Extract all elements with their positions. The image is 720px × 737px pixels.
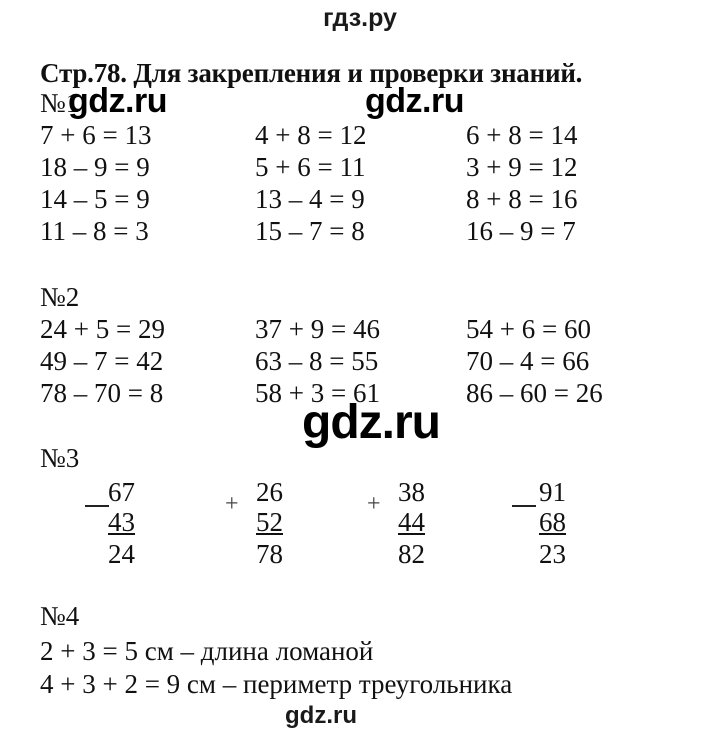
subtrahend: 68 xyxy=(539,507,566,537)
addend: 44 xyxy=(398,507,425,537)
task2-eq: 58 + 3 = 61 xyxy=(255,378,380,408)
task1-eq: 3 + 9 = 12 xyxy=(466,152,578,182)
minuend: 91 xyxy=(539,477,566,507)
minus-sign xyxy=(512,505,536,507)
task2-eq: 37 + 9 = 46 xyxy=(255,314,380,344)
column-addition xyxy=(345,477,425,577)
task2-eq: 54 + 6 = 60 xyxy=(466,314,591,344)
column-addition xyxy=(203,477,283,577)
task2-eq: 63 – 8 = 55 xyxy=(255,346,379,376)
task4-label: №4 xyxy=(40,601,80,631)
watermark: gdz.ru xyxy=(302,396,440,449)
site-header: гдз.ру xyxy=(323,4,397,32)
sum: 78 xyxy=(256,539,283,569)
plus-sign: + xyxy=(367,491,381,517)
task1-eq: 7 + 6 = 13 xyxy=(40,120,152,150)
task1-eq: 8 + 8 = 16 xyxy=(466,184,578,214)
page-title: Стр.78. Для закрепления и проверки знаний. xyxy=(40,58,583,88)
task1-eq: 14 – 5 = 9 xyxy=(40,184,150,214)
task2-eq: 49 – 7 = 42 xyxy=(40,346,164,376)
task4-line: 2 + 3 = 5 см – длина ломаной xyxy=(40,636,374,666)
column-subtraction xyxy=(55,477,135,577)
task1-eq: 11 – 8 = 3 xyxy=(40,216,149,246)
task3-label: №3 xyxy=(40,443,80,473)
plus-sign: + xyxy=(225,491,239,517)
watermark: gdz.ru xyxy=(68,82,167,120)
difference: 24 xyxy=(108,539,135,569)
task2-eq: 78 – 70 = 8 xyxy=(40,378,164,408)
task1-label: №1 xyxy=(40,88,80,118)
difference: 23 xyxy=(539,539,566,569)
task1-eq: 16 – 9 = 7 xyxy=(466,216,576,246)
task1-eq: 5 + 6 = 11 xyxy=(255,152,366,182)
minus-sign xyxy=(85,505,109,507)
task2-label: №2 xyxy=(40,282,80,312)
addend: 26 xyxy=(256,477,283,507)
addend: 38 xyxy=(398,477,425,507)
task1-eq: 18 – 9 = 9 xyxy=(40,152,150,182)
column-subtraction xyxy=(486,477,566,577)
watermark: gdz.ru xyxy=(365,82,464,120)
task1-eq: 4 + 8 = 12 xyxy=(255,120,367,150)
task1-eq: 6 + 8 = 14 xyxy=(466,120,578,150)
footer-watermark: gdz.ru xyxy=(285,702,357,729)
task4-line: 4 + 3 + 2 = 9 см – периметр треугольника xyxy=(40,669,513,699)
sum: 82 xyxy=(398,539,425,569)
subtrahend: 43 xyxy=(108,507,135,537)
task2-eq: 24 + 5 = 29 xyxy=(40,314,165,344)
task1-eq: 13 – 4 = 9 xyxy=(255,184,365,214)
addend: 52 xyxy=(256,507,283,537)
task2-eq: 70 – 4 = 66 xyxy=(466,346,590,376)
minuend: 67 xyxy=(108,477,135,507)
task2-eq: 86 – 60 = 26 xyxy=(466,378,603,408)
task1-eq: 15 – 7 = 8 xyxy=(255,216,365,246)
